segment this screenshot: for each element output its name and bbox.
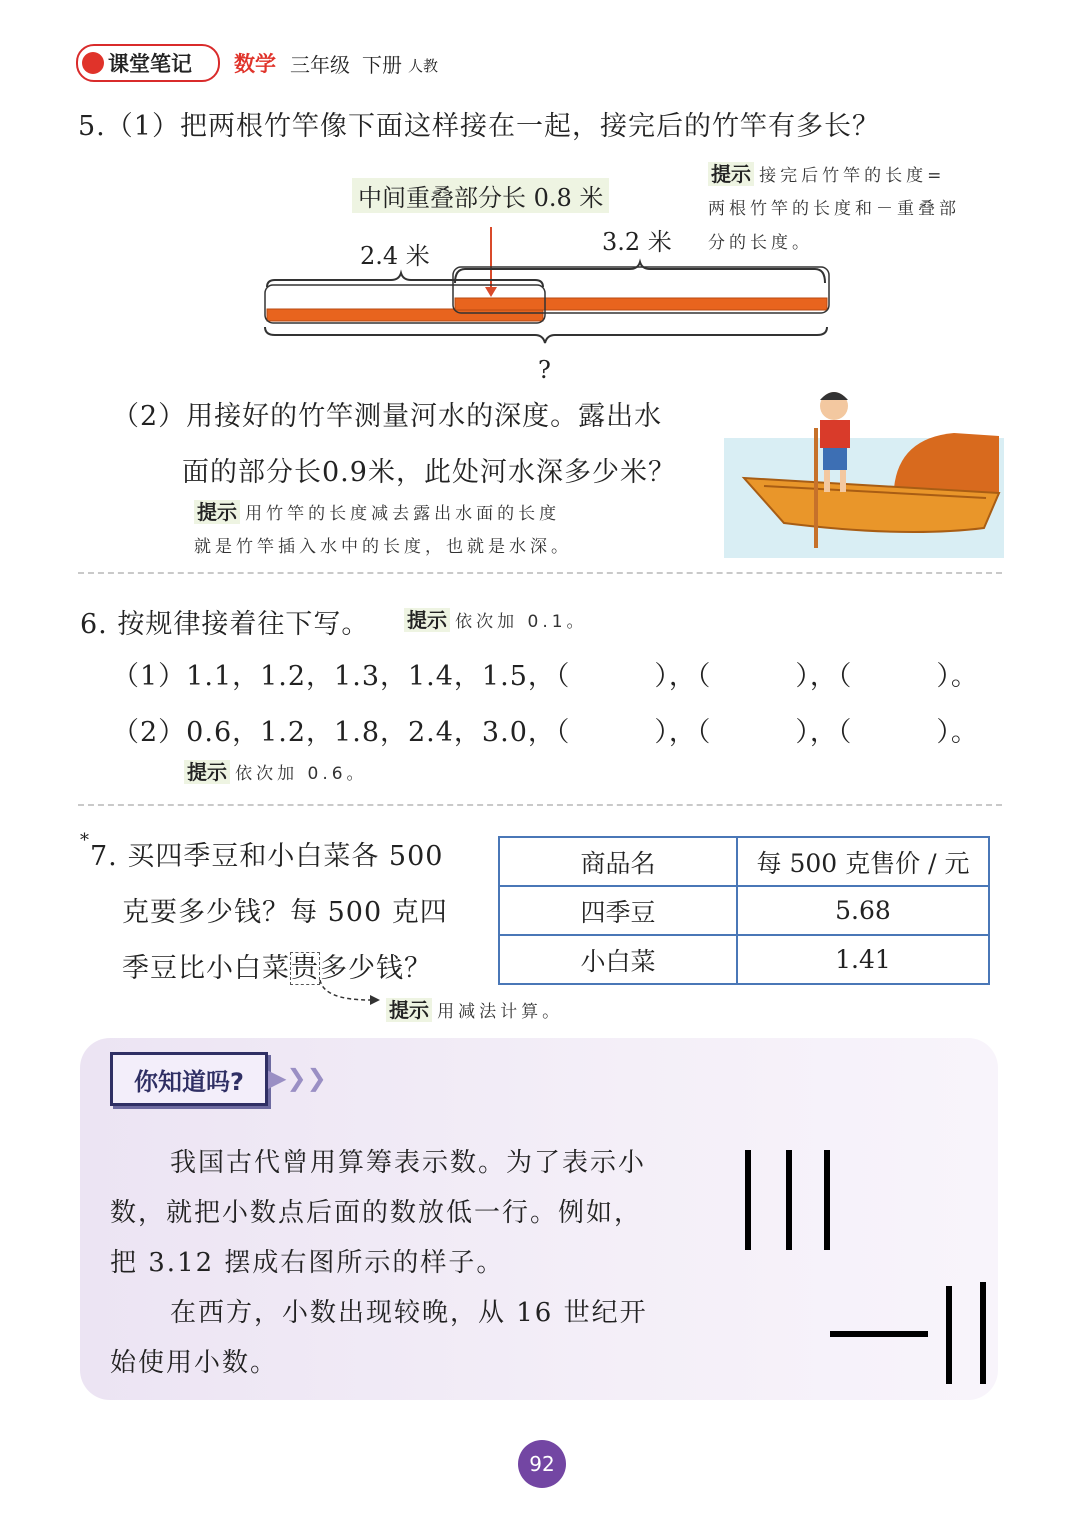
left-pole-label: 2.4 米 xyxy=(360,242,430,270)
left-pole xyxy=(267,309,543,321)
right-pole xyxy=(455,298,827,310)
q7-line1: 7. 买四季豆和小白菜各 500 xyxy=(90,841,444,872)
hint-label: 提示 xyxy=(404,608,450,632)
hint-text: 用减法计算。 xyxy=(437,1002,564,1022)
table-cell: 小白菜 xyxy=(499,935,737,984)
q5-part2-line1: （2）用接好的竹竿测量河水的深度。露出水 xyxy=(112,401,663,432)
double-chevron-icon: ▶❯❯ xyxy=(268,1064,327,1092)
table-header: 每 500 克售价 / 元 xyxy=(737,837,989,886)
hint-line: 用竹竿的长度减去露出水面的长度 xyxy=(245,504,561,524)
did-you-know-title: 你知道吗? xyxy=(110,1052,268,1106)
dyk-paragraph-line: 在西方，小数出现较晚，从 16 世纪开 xyxy=(170,1298,648,1328)
q7-line3-a: 季豆比小白菜 xyxy=(122,953,290,984)
counting-rod xyxy=(824,1150,830,1250)
hint-label: 提示 xyxy=(194,500,240,524)
total-brace xyxy=(265,327,827,343)
hint-line: 接完后竹竿的长度= xyxy=(759,166,946,186)
brand-badge xyxy=(76,44,220,82)
subject-label: 数学 xyxy=(234,52,276,76)
q7-line3-c: 多少钱？ xyxy=(320,953,432,984)
q6-hint2 xyxy=(184,756,368,785)
table-row xyxy=(499,935,989,984)
hint-line: 两根竹竿的长度和－重叠部 xyxy=(708,199,960,219)
hint-line: 就是竹竿插入水中的长度，也就是水深。 xyxy=(194,537,572,557)
highlighted-word: 贵 xyxy=(291,953,319,984)
brand-title: 课堂笔记 xyxy=(108,52,192,76)
q5-hint-block xyxy=(708,158,945,187)
total-length-unknown: ? xyxy=(538,356,551,384)
table-cell: 四季豆 xyxy=(499,886,737,935)
hint-label: 提示 xyxy=(184,760,230,784)
optional-star: * xyxy=(80,830,89,851)
counting-rod xyxy=(946,1286,952,1384)
right-pole-label: 3.2 米 xyxy=(602,228,672,256)
counting-rod xyxy=(980,1282,986,1384)
hint-label: 提示 xyxy=(386,998,432,1022)
boy-boat-illustration xyxy=(724,378,1004,558)
counting-rod xyxy=(786,1150,792,1250)
hint-label: 提示 xyxy=(708,162,754,186)
overlap-label: 中间重叠部分长 0.8 米 xyxy=(352,178,609,213)
boy-shorts xyxy=(823,448,847,470)
hint-text: 依次加 0.1。 xyxy=(455,612,588,632)
arrow-down-icon xyxy=(485,287,497,297)
divider xyxy=(78,572,1002,574)
dyk-paragraph-line: 始使用小数。 xyxy=(110,1348,279,1378)
publisher-label: 人教 xyxy=(408,57,439,75)
dyk-paragraph-line: 我国古代曾用算筹表示数。为了表示小 xyxy=(170,1148,647,1178)
divider xyxy=(78,804,1002,806)
q7-line2: 克要多少钱？每 500 克四 xyxy=(122,897,448,928)
hint-arrow-icon xyxy=(310,978,390,1008)
dyk-paragraph-line: 把 3.12 摆成右图所示的样子。 xyxy=(110,1248,505,1278)
q5-part1-text: 5.（1）把两根竹竿像下面这样接在一起，接完后的竹竿有多长？ xyxy=(78,111,880,142)
table-row xyxy=(499,886,989,935)
volume-label: 下册 xyxy=(362,53,402,77)
table-header-row xyxy=(499,837,989,886)
table-cell: 1.41 xyxy=(737,935,989,984)
dyk-paragraph-line: 数，就把小数点后面的数放低一行。例如， xyxy=(110,1198,643,1228)
grade-label: 三年级 xyxy=(290,53,350,77)
price-table xyxy=(498,836,990,985)
table-header: 商品名 xyxy=(499,837,737,886)
q5-part2-line2: 面的部分长0.9米，此处河水深多少米？ xyxy=(182,457,676,488)
hint-line: 分的长度。 xyxy=(708,233,813,253)
counting-rod xyxy=(745,1150,751,1250)
counting-rod xyxy=(830,1331,928,1337)
q7-hint xyxy=(386,994,563,1023)
hint-text: 依次加 0.6。 xyxy=(235,764,368,784)
q6-title: 6. 按规律接着往下写。 xyxy=(80,609,370,640)
q6-row2: （2）0.6，1.2，1.8，2.4，3.0，（ ），（ ），（ ）。 xyxy=(112,717,979,748)
q6-hint1 xyxy=(404,604,588,633)
q5-hint2-block xyxy=(194,496,560,525)
page-number: 92 xyxy=(518,1440,566,1488)
q6-row1: （1）1.1，1.2，1.3，1.4，1.5，（ ），（ ），（ ）。 xyxy=(112,661,979,692)
boy-shirt xyxy=(820,420,850,448)
smile-icon xyxy=(82,52,104,74)
table-cell: 5.68 xyxy=(737,886,989,935)
